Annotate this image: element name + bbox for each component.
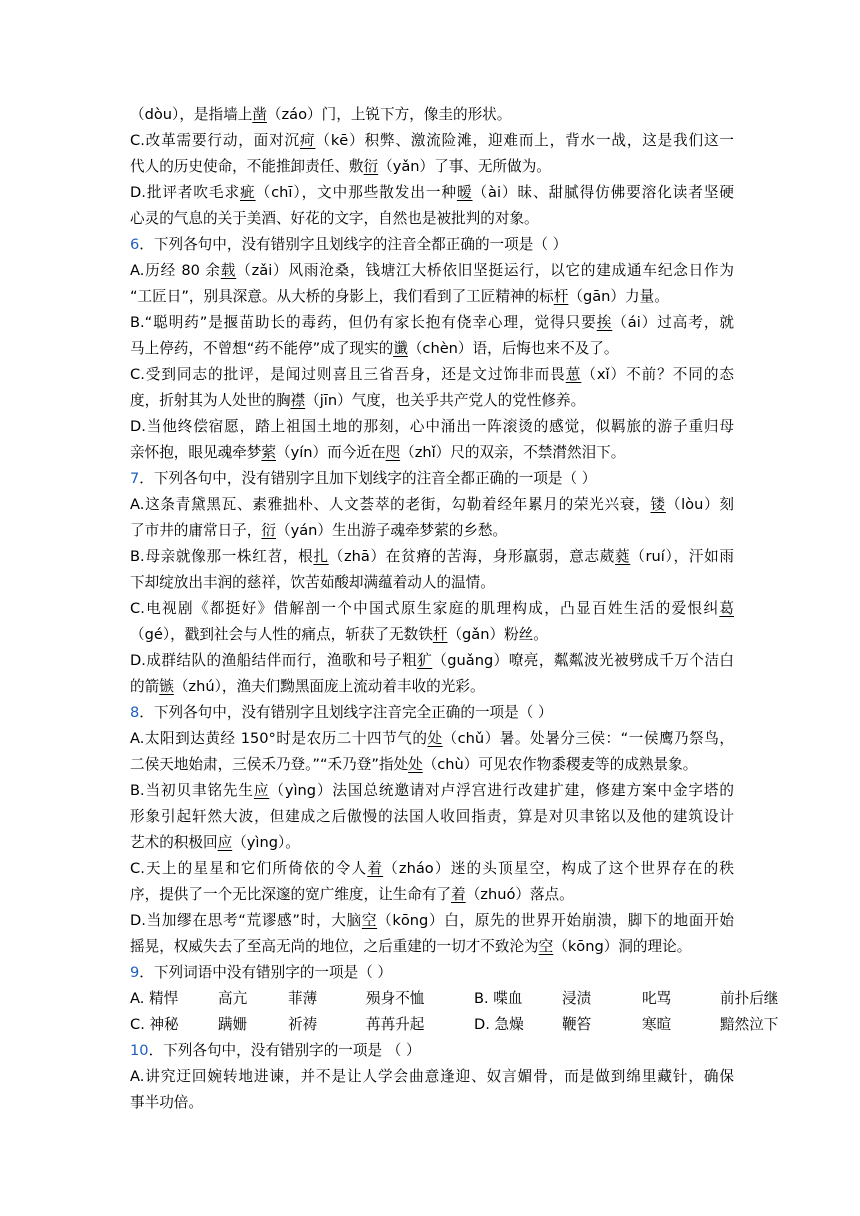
document-body [130,102,779,1116]
option-letter: D. [130,418,146,435]
text-line [130,830,734,856]
question-stem [130,700,734,726]
option-letter: D. [130,652,146,669]
word-option: 前扑后继 [720,990,779,1007]
text-segment: 亲怀抱，眼见魂牵梦 [130,444,262,461]
text-segment: 成群结队的渔船结伴而行，渔歌和号子粗 [145,652,418,669]
text-line [130,310,734,336]
underlined-char: 暧 [456,184,473,201]
text-segment: 当加缪在思考“荒谬感”时，大脑 [145,912,362,929]
underlined-char: 葛 [719,600,734,617]
text-segment: （yìng）。 [232,834,300,851]
text-line [130,154,734,180]
word-option: 寒暄 [642,1016,672,1033]
text-line [130,856,734,882]
text-segment: （chī），文中那些散发出一种 [255,184,457,201]
text-segment: （ài）昧、甜腻得仿佛要溶化读者坚硬 [472,184,734,201]
question-text: ．下列各句中，没有错别字的一项是 （ ） [148,1042,421,1059]
text-segment: 了市井的庸常日子， [130,522,262,539]
text-segment: 的箭 [130,678,160,695]
underlined-char: 镞 [159,678,174,695]
word-option: 苒苒升起 [366,1016,425,1033]
text-segment: （xǐ）不前？不同的态 [581,366,734,383]
text-segment: 代人的历史使命，不能推卸责任、敷 [130,158,364,175]
text-segment: 讲究迂回婉转地进谏，并不是让人学会曲意逢迎、奴言媚骨，而是做到绵里藏针，确保 [144,1068,734,1085]
word-option: 菲薄 [288,990,318,1007]
text-line [130,752,734,778]
underlined-char: 萦 [261,444,276,461]
question-stem [130,232,734,258]
question-number: 10 [130,1042,149,1059]
text-segment: 母亲就像那一株红苕，根 [144,548,314,565]
question-stem [130,466,734,492]
underlined-char: 杆 [432,626,448,643]
text-segment: （ái）过高考，就 [612,314,735,331]
text-line [130,180,734,206]
underlined-char: 疵 [240,184,256,201]
underlined-char: 载 [220,262,237,279]
word-option: D. 急燥 [474,1016,524,1033]
text-line [130,518,734,544]
underlined-char: 咫 [385,444,401,461]
text-segment: （chù）可见农作物黍稷麦等的成熟景象。 [422,756,698,773]
text-line [130,414,734,440]
option-letter: C. [130,366,145,383]
text-segment: （kōng）白，原先的世界开始崩溃，脚下的地面开始 [377,912,734,929]
text-segment: （kē）积弊、激流险滩，迎难而上，背水一战，这是我们这一 [315,132,734,149]
text-line [130,570,734,596]
question-stem [130,960,734,986]
option-letter: B. [130,548,145,565]
underlined-char: 空 [361,912,378,929]
word-option: 高亢 [218,990,248,1007]
text-segment: 这条青黛黑瓦、素雅拙朴、人文荟萃的老街，勾勒着经年累月的荣光兴衰， [144,496,651,513]
option-letter: C. [130,132,145,149]
text-line [130,336,734,362]
question-stem [130,1038,734,1064]
text-segment: “聪明药”是揠苗助长的毒药，但仍有家长抱有侥幸心理，觉得只要 [144,314,597,331]
text-segment: （ruí），汗如雨 [630,548,734,565]
option-letter: B. [130,314,145,331]
text-segment: （dòu），是指墙上 [130,106,253,123]
underlined-char: 着 [451,886,466,903]
word-options-row [130,986,779,1012]
text-line [130,388,734,414]
text-line [130,648,734,674]
word-option: C. 神秘 [130,1016,179,1033]
word-options-row [130,1012,779,1038]
text-segment: “工匠日”，别具深意。从大桥的身影上，我们看到了工匠精神的标 [130,288,554,305]
text-segment: （zháo）迷的头顶星空，构成了这个世界存在的秩 [383,860,734,877]
text-segment: （gé），戳到社会与人性的痛点，斩获了无数铁 [130,626,433,643]
word-option: 黯然泣下 [720,1016,779,1033]
text-line [130,596,734,622]
underlined-char: 葸 [565,366,582,383]
text-segment: 事半功倍。 [130,1094,203,1111]
text-line [130,362,734,388]
text-segment: 受到同志的批评，是闻过则喜且三省吾身，还是文过饰非而畏 [144,366,566,383]
text-segment: 改革需要行动，面对沉 [144,132,300,149]
underlined-char: 着 [367,860,384,877]
text-segment: （zhā）在贫瘠的苦海，身形羸弱，意志葳 [328,548,615,565]
question-number: 6 [130,236,140,253]
text-line [130,544,734,570]
text-segment: 马上停药，不曾想“药不能停”成了现实的 [130,340,394,357]
text-segment: （zhǐ）尺的双亲，不禁潸然泪下。 [400,444,626,461]
underlined-char: 蕤 [615,548,631,565]
underlined-char: 犷 [417,652,433,669]
question-number: 9 [130,964,140,981]
text-segment: （yín）而今近在 [275,444,386,461]
text-segment: 太阳到达黄经 150°时是农历二十四节气的 [144,730,428,747]
text-segment: （chǔ）暑。处暑分三侯：“一侯鹰乃祭鸟， [442,730,734,747]
underlined-char: 应 [253,782,270,799]
word-option: 鞭笞 [562,1016,592,1033]
text-segment: 摇晃，权威失去了至高无尚的地位，之后重建的一切才不致沦为 [130,938,539,955]
text-segment: 批评者吹毛求 [145,184,241,201]
underlined-char: 应 [217,834,233,851]
text-segment: （gǎn）粉丝。 [447,626,548,643]
word-option: 叱骂 [642,990,672,1007]
text-line [130,622,734,648]
text-segment: 当他终偿宿愿，踏上祖国土地的那刻，心中涌出一阵滚烫的感觉，似羁旅的游子重归母 [145,418,734,435]
text-segment: 艺术的积极回 [130,834,218,851]
question-text: ．下列各句中，没有错别字且划线字的注音全都正确的一项是（ ） [139,236,568,253]
text-segment: 电视剧《都挺好》借解剖一个中国式原生家庭的肌理构成，凸显百姓生活的爱恨纠 [144,600,720,617]
text-segment: （yìng）法国总统邀请对卢浮宫进行改建扩建，修建方案中金字塔的 [269,782,734,799]
option-letter: A. [130,496,145,513]
text-line [130,492,734,518]
text-segment: 当初贝聿铭先生 [144,782,254,799]
text-line [130,674,734,700]
text-line [130,908,734,934]
text-line [130,1064,734,1090]
option-letter: B. [130,782,145,799]
text-line [130,726,734,752]
question-number: 8 [130,704,140,721]
option-letter: A. [130,1068,145,1085]
text-segment: 心灵的气息的关于美酒、好花的文字，自然也是被批判的对象。 [130,210,539,227]
question-text: ．下列词语中没有错别字的一项是（ ） [139,964,393,981]
text-line [130,934,734,960]
option-letter: C. [130,860,145,877]
text-segment: （zhuó）落点。 [465,886,574,903]
word-option: A. 精悍 [130,990,179,1007]
underlined-char: 谶 [393,340,408,357]
text-segment: （yán）生出游子魂牵梦萦的乡愁。 [275,522,508,539]
underlined-char: 衍 [261,522,276,539]
underlined-char: 处 [408,756,423,773]
underlined-char: 扎 [313,548,329,565]
underlined-char: 镂 [650,496,666,513]
question-number: 7 [130,470,140,487]
text-line [130,102,734,128]
text-segment: （záo）门，上锐下方，像圭的形状。 [266,106,512,123]
underlined-char: 处 [427,730,443,747]
text-line [130,778,734,804]
text-segment: （zhú），渔夫们黝黑面庞上流动着丰收的光彩。 [173,678,485,695]
text-line [130,258,734,284]
text-line [130,206,734,232]
text-segment: 序，提供了一个无比深邃的宽广维度，让生命有了 [130,886,452,903]
option-letter: C. [130,600,145,617]
text-segment: 下却绽放出丰润的慈祥，饮苦茹酸却满蕴着动人的温情。 [130,574,495,591]
text-segment: 形象引起轩然大波，但建成之后傲慢的法国人收回指责，算是对贝聿铭以及他的建筑设计 [130,808,734,825]
question-text: ．下列各句中，没有错别字且划线字注音完全正确的一项是（ ） [139,704,553,721]
underlined-char: 襟 [290,392,306,409]
underlined-char: 疴 [299,132,316,149]
text-line [130,128,734,154]
text-segment: （yǎn）了事、无所做为。 [378,158,551,175]
underlined-char: 杆 [553,288,569,305]
text-segment: 天上的星星和它们所倚依的令人 [144,860,368,877]
option-letter: D. [130,184,146,201]
text-segment: 历经 80 余 [144,262,221,279]
text-line [130,440,734,466]
text-line [130,284,734,310]
text-segment: （guǎng）嘹亮，粼粼波光被劈成千万个洁白 [432,652,734,669]
underlined-char: 挨 [596,314,613,331]
text-line [130,1090,734,1116]
option-letter: D. [130,912,146,929]
word-option: 蹒姗 [218,1016,248,1033]
text-segment: （lòu）刻 [665,496,734,513]
text-segment: （zǎi）风雨沧桑，钱塘江大桥依旧坚挺运行，以它的建成通车纪念日作为 [236,262,734,279]
text-segment: （chèn）语，后悔也来不及了。 [407,340,619,357]
option-letter: A. [130,730,145,747]
underlined-char: 凿 [252,106,267,123]
text-line [130,882,734,908]
word-option: B. 喋血 [474,990,523,1007]
text-segment: （gān）力量。 [568,288,669,305]
underlined-char: 空 [538,938,554,955]
word-option: 殒身不恤 [366,990,425,1007]
underlined-char: 衍 [363,158,379,175]
word-option: 浸渍 [562,990,592,1007]
text-line [130,804,734,830]
word-option: 祈祷 [288,1016,318,1033]
text-segment: （kōng）洞的理论。 [553,938,692,955]
option-letter: A. [130,262,145,279]
text-segment: 二侯天地始肃，三侯禾乃登。”“禾乃登”指处 [130,756,409,773]
question-text: ．下列各句中，没有错别字且加下划线字的注音全都正确的一项是（ ） [139,470,597,487]
text-segment: （jīn）气度，也关乎共产党人的党性修养。 [305,392,586,409]
text-segment: 度，折射其为人处世的胸 [130,392,291,409]
